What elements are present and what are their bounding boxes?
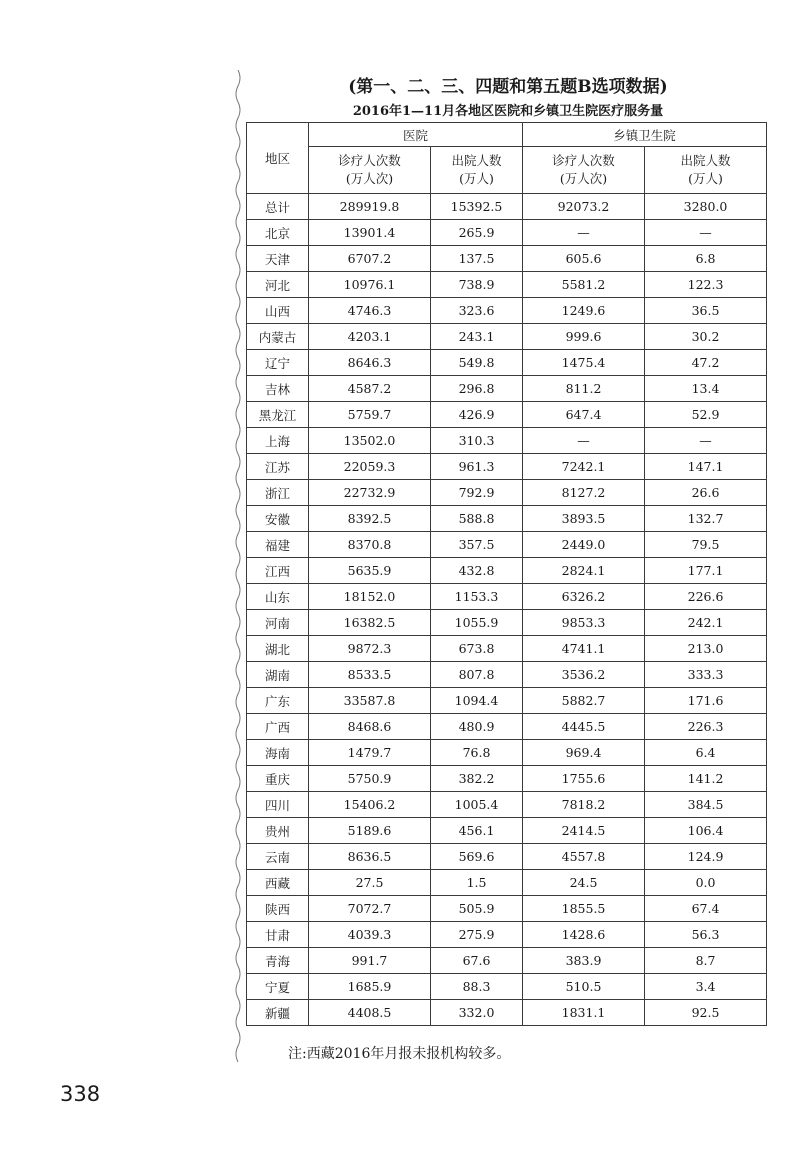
binding-edge [232, 70, 244, 1070]
township-discharge-cell: 67.4 [645, 896, 767, 922]
township-visits-cell: 6326.2 [523, 584, 645, 610]
table-row [247, 532, 767, 558]
township-discharge-cell: 3280.0 [645, 194, 767, 220]
hospital-visits-cell: 16382.5 [309, 610, 431, 636]
hospital-discharge-cell: 505.9 [431, 896, 523, 922]
hospital-visits-cell: 289919.8 [309, 194, 431, 220]
township-discharge-cell: 147.1 [645, 454, 767, 480]
footnote: 注:西藏2016年月报未报机构较多。 [288, 1046, 511, 1062]
hospital-visits-cell: 8468.6 [309, 714, 431, 740]
hospital-visits-cell: 27.5 [309, 870, 431, 896]
township-discharge-cell: 141.2 [645, 766, 767, 792]
hospital-visits-cell: 1479.7 [309, 740, 431, 766]
township-visits-cell: 1428.6 [523, 922, 645, 948]
township-visits-cell: — [523, 220, 645, 246]
hospital-discharge-cell: 15392.5 [431, 194, 523, 220]
hospital-visits-cell: 5635.9 [309, 558, 431, 584]
table-row [247, 688, 767, 714]
township-visits-cell: 5581.2 [523, 272, 645, 298]
table-row [247, 402, 767, 428]
hospital-discharge-cell: 1094.4 [431, 688, 523, 714]
hospital-visits-cell: 13502.0 [309, 428, 431, 454]
table-row [247, 506, 767, 532]
township-visits-cell: 3893.5 [523, 506, 645, 532]
region-cell: 陕西 [247, 896, 309, 922]
region-cell: 云南 [247, 844, 309, 870]
hospital-discharge-cell: 673.8 [431, 636, 523, 662]
township-discharge-cell: 36.5 [645, 298, 767, 324]
township-visits-cell: 7818.2 [523, 792, 645, 818]
township-visits-cell: 1249.6 [523, 298, 645, 324]
region-cell: 山西 [247, 298, 309, 324]
table-row [247, 974, 767, 1000]
hospital-discharge-cell: 549.8 [431, 350, 523, 376]
hospital-visits-cell: 8392.5 [309, 506, 431, 532]
hospital-visits-cell: 6707.2 [309, 246, 431, 272]
table-row [247, 792, 767, 818]
hospital-discharge-cell: 265.9 [431, 220, 523, 246]
region-cell: 湖北 [247, 636, 309, 662]
hospital-visits-cell: 1685.9 [309, 974, 431, 1000]
table-row [247, 272, 767, 298]
hospital-visits-cell: 22732.9 [309, 480, 431, 506]
hospital-discharge-cell: 1055.9 [431, 610, 523, 636]
hospital-discharge-cell: 76.8 [431, 740, 523, 766]
hospital-visits-cell: 15406.2 [309, 792, 431, 818]
township-discharge-cell: — [645, 220, 767, 246]
township-visits-cell: 510.5 [523, 974, 645, 1000]
township-visits-cell: 24.5 [523, 870, 645, 896]
region-cell: 湖南 [247, 662, 309, 688]
region-cell: 浙江 [247, 480, 309, 506]
region-cell: 黑龙江 [247, 402, 309, 428]
page-number: 338 [60, 1082, 101, 1106]
table-row [247, 584, 767, 610]
region-cell: 贵州 [247, 818, 309, 844]
table-row [247, 246, 767, 272]
township-discharge-cell: 26.6 [645, 480, 767, 506]
region-cell: 总计 [247, 194, 309, 220]
township-visits-cell: 969.4 [523, 740, 645, 766]
table-row [247, 896, 767, 922]
hospital-discharge-cell: 807.8 [431, 662, 523, 688]
township-discharge-cell: 242.1 [645, 610, 767, 636]
hospital-visits-cell: 8636.5 [309, 844, 431, 870]
township-discharge-cell: 8.7 [645, 948, 767, 974]
hospital-group-header: 医院 [309, 123, 523, 147]
table-row [247, 558, 767, 584]
hospital-visits-cell: 22059.3 [309, 454, 431, 480]
hospital-visits-cell: 5759.7 [309, 402, 431, 428]
region-cell: 江苏 [247, 454, 309, 480]
table-row [247, 870, 767, 896]
township-discharge-cell: 13.4 [645, 376, 767, 402]
hospital-discharge-cell: 310.3 [431, 428, 523, 454]
hospital-discharge-cell: 426.9 [431, 402, 523, 428]
township-discharge-cell: 56.3 [645, 922, 767, 948]
hospital-visits-cell: 4408.5 [309, 1000, 431, 1026]
table-row [247, 714, 767, 740]
table-row [247, 922, 767, 948]
region-cell: 广东 [247, 688, 309, 714]
township-discharge-cell: 52.9 [645, 402, 767, 428]
township-discharge-cell: 226.6 [645, 584, 767, 610]
page-title: (第一、二、三、四题和第五题B选项数据) [348, 77, 668, 97]
region-cell: 北京 [247, 220, 309, 246]
hospital-discharge-cell: 432.8 [431, 558, 523, 584]
region-cell: 四川 [247, 792, 309, 818]
hospital-visits-cell: 5189.6 [309, 818, 431, 844]
township-visits-cell: 999.6 [523, 324, 645, 350]
region-cell: 重庆 [247, 766, 309, 792]
township-visits-cell: — [523, 428, 645, 454]
region-cell: 西藏 [247, 870, 309, 896]
township-visits-cell: 4741.1 [523, 636, 645, 662]
hospital-discharge-cell: 332.0 [431, 1000, 523, 1026]
township-visits-cell: 1855.5 [523, 896, 645, 922]
hospital-visits-cell: 8370.8 [309, 532, 431, 558]
region-cell: 青海 [247, 948, 309, 974]
township-discharge-cell: — [645, 428, 767, 454]
township-discharge-cell: 6.8 [645, 246, 767, 272]
region-cell: 河南 [247, 610, 309, 636]
hospital-discharge-cell: 456.1 [431, 818, 523, 844]
hospital-discharge-cell: 243.1 [431, 324, 523, 350]
township-visits-cell: 605.6 [523, 246, 645, 272]
township-group-header: 乡镇卫生院 [523, 123, 767, 147]
table-row [247, 818, 767, 844]
hospital-visits-cell: 4203.1 [309, 324, 431, 350]
township-discharge-cell: 122.3 [645, 272, 767, 298]
township-discharge-cell: 226.3 [645, 714, 767, 740]
table-row [247, 324, 767, 350]
table-row [247, 480, 767, 506]
table-row [247, 350, 767, 376]
hospital-discharge-cell: 382.2 [431, 766, 523, 792]
region-cell: 吉林 [247, 376, 309, 402]
township-visits-cell: 8127.2 [523, 480, 645, 506]
hospital-discharge-cell: 357.5 [431, 532, 523, 558]
hospital-visits-cell: 10976.1 [309, 272, 431, 298]
township-discharge-cell: 106.4 [645, 818, 767, 844]
table-row [247, 376, 767, 402]
hospital-discharge-cell: 738.9 [431, 272, 523, 298]
hospital-discharge-cell: 569.6 [431, 844, 523, 870]
township-visits-cell: 647.4 [523, 402, 645, 428]
region-cell: 上海 [247, 428, 309, 454]
region-cell: 江西 [247, 558, 309, 584]
hospital-discharge-cell: 1005.4 [431, 792, 523, 818]
township-discharge-cell: 213.0 [645, 636, 767, 662]
township-visits-cell: 383.9 [523, 948, 645, 974]
township-visits-cell: 4445.5 [523, 714, 645, 740]
region-cell: 新疆 [247, 1000, 309, 1026]
hospital-discharge-cell: 67.6 [431, 948, 523, 974]
township-discharge-cell: 171.6 [645, 688, 767, 714]
township-visits-cell: 1831.1 [523, 1000, 645, 1026]
township-visits-cell: 7242.1 [523, 454, 645, 480]
township-visits-header: 诊疗人次数 (万人次) [523, 147, 645, 194]
hospital-visits-cell: 991.7 [309, 948, 431, 974]
region-cell: 广西 [247, 714, 309, 740]
township-discharge-cell: 0.0 [645, 870, 767, 896]
region-cell: 甘肃 [247, 922, 309, 948]
township-visits-cell: 2414.5 [523, 818, 645, 844]
township-visits-cell: 2449.0 [523, 532, 645, 558]
township-discharge-cell: 132.7 [645, 506, 767, 532]
table-row [247, 662, 767, 688]
table-subtitle: 2016年1—11月各地区医院和乡镇卫生院医疗服务量 [352, 104, 664, 119]
table-row [247, 220, 767, 246]
region-cell: 安徽 [247, 506, 309, 532]
township-visits-cell: 92073.2 [523, 194, 645, 220]
township-visits-cell: 4557.8 [523, 844, 645, 870]
hospital-discharge-cell: 792.9 [431, 480, 523, 506]
table-row [247, 194, 767, 220]
region-cell: 辽宁 [247, 350, 309, 376]
township-discharge-cell: 6.4 [645, 740, 767, 766]
township-visits-cell: 1475.4 [523, 350, 645, 376]
table-row [247, 844, 767, 870]
hospital-visits-cell: 33587.8 [309, 688, 431, 714]
hospital-discharge-cell: 961.3 [431, 454, 523, 480]
township-visits-cell: 811.2 [523, 376, 645, 402]
hospital-visits-cell: 13901.4 [309, 220, 431, 246]
township-discharge-cell: 333.3 [645, 662, 767, 688]
hospital-visits-cell: 4587.2 [309, 376, 431, 402]
table-row [247, 428, 767, 454]
hospital-discharge-cell: 275.9 [431, 922, 523, 948]
township-visits-cell: 3536.2 [523, 662, 645, 688]
hospital-visits-cell: 7072.7 [309, 896, 431, 922]
table-row [247, 1000, 767, 1026]
table-row [247, 610, 767, 636]
table-row [247, 636, 767, 662]
hospital-visits-cell: 5750.9 [309, 766, 431, 792]
township-visits-cell: 5882.7 [523, 688, 645, 714]
region-cell: 内蒙古 [247, 324, 309, 350]
hospital-discharge-cell: 1153.3 [431, 584, 523, 610]
region-cell: 天津 [247, 246, 309, 272]
hospital-discharge-header: 出院人数 (万人) [431, 147, 523, 194]
township-visits-cell: 9853.3 [523, 610, 645, 636]
township-visits-cell: 1755.6 [523, 766, 645, 792]
region-cell: 海南 [247, 740, 309, 766]
region-cell: 山东 [247, 584, 309, 610]
township-discharge-cell: 384.5 [645, 792, 767, 818]
hospital-discharge-cell: 296.8 [431, 376, 523, 402]
hospital-visits-cell: 4746.3 [309, 298, 431, 324]
hospital-discharge-cell: 1.5 [431, 870, 523, 896]
township-discharge-cell: 47.2 [645, 350, 767, 376]
table-row [247, 298, 767, 324]
township-visits-cell: 2824.1 [523, 558, 645, 584]
township-discharge-header: 出院人数 (万人) [645, 147, 767, 194]
hospital-discharge-cell: 137.5 [431, 246, 523, 272]
township-discharge-cell: 92.5 [645, 1000, 767, 1026]
township-discharge-cell: 3.4 [645, 974, 767, 1000]
table-row [247, 740, 767, 766]
hospital-visits-cell: 9872.3 [309, 636, 431, 662]
township-discharge-cell: 79.5 [645, 532, 767, 558]
hospital-visits-header: 诊疗人次数 (万人次) [309, 147, 431, 194]
region-cell: 宁夏 [247, 974, 309, 1000]
hospital-discharge-cell: 323.6 [431, 298, 523, 324]
township-discharge-cell: 177.1 [645, 558, 767, 584]
region-cell: 河北 [247, 272, 309, 298]
hospital-discharge-cell: 588.8 [431, 506, 523, 532]
table-row [247, 948, 767, 974]
township-discharge-cell: 30.2 [645, 324, 767, 350]
hospital-discharge-cell: 480.9 [431, 714, 523, 740]
hospital-visits-cell: 8646.3 [309, 350, 431, 376]
region-cell: 福建 [247, 532, 309, 558]
hospital-visits-cell: 18152.0 [309, 584, 431, 610]
table-row [247, 766, 767, 792]
hospital-discharge-cell: 88.3 [431, 974, 523, 1000]
hospital-visits-cell: 8533.5 [309, 662, 431, 688]
hospital-visits-cell: 4039.3 [309, 922, 431, 948]
township-discharge-cell: 124.9 [645, 844, 767, 870]
region-header: 地区 [247, 123, 309, 194]
table-row [247, 454, 767, 480]
hospital-service-table [246, 122, 767, 1026]
